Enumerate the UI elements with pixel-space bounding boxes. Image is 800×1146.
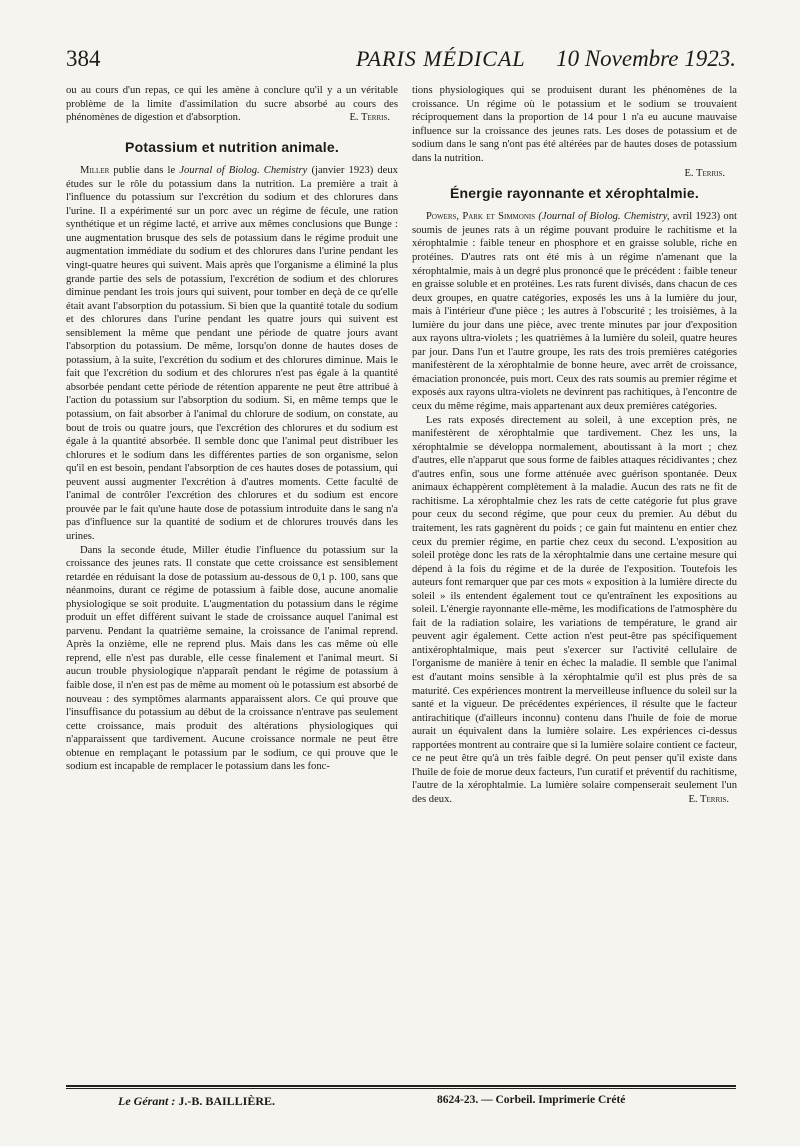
continued-text: tions physiologiques qui se produisent durant les phénomènes de la croissance. Un régime où le potassium et le sodium se trouvaient réciproquement dans la proportion de 14 pour 1 n'a eu aucune mauvaise influence sur la croissance des jeunes rats. Les doses de potassium et de sodium dans le sang n'ont pas été altérées par de hautes doses de potassium dans la nutrition. (412, 85, 737, 164)
publisher-credit (118, 1094, 275, 1109)
article-paragraph: Miller publie dans le Journal of Biolog. Chemistry (janvier 1923) deux études sur le rôle du potassium dans la nutrition. La première a trait à l'influence du potassium sur l'excrétion du sodium et des chlorures dans l'urine. Il a expérimenté sur un porc avec un régime de fécule, une ration synthétique et un régime lacté, et arrive aux mêmes conclusions que Bunge : une augmentation brusque des sels de potassium dans le régime produit une augmentation immédiate du sodium et des chlorures dans l'urine pendant les vingt-quatre heures qui suivent. Mais après que l'organisme a éliminé la plus grande partie des sels de potassium, l'excrétion de sodium et des chlorures diminue pendant les trois jours qui suivent, pour tomber en deçà de ce qu'elle était avant l'absorption du potassium. Si bien que la quantité totale du sodium et des chlorures dans l'urine pendant les quatre jours qui suivent est sensiblement la même que pendant une période de quatre jours avant l'absorption du potassium. De même, lorsqu'on donne de hautes doses de potassium, à la suite, l'excrétion du sodium et des chlorures diminue. Mais le fait que l'excrétion du sodium et des chlorures n'est pas égale à la quantité absorbée pendant cette période de rétention apparente ne peut être attribué à l'action du potassium sur l'absorption du sodium. Si, en même temps que le potassium, on fait absorber à l'animal du chlorure de sodium, on constate, au bout de trois ou quatre jours, que l'excrétion des chlorures et du sodium est égale à la quantité absorbée. Il semble donc que l'animal peut distribuer les chlorures et le sodium dans les différentes parties de son organisme, selon qu'il en est besoin, pendant l'absorption de ces hautes doses de potassium, qui peuvent aussi augmenter l'excrétion à d'autres moments. Cette faculté de l'animal de contrôler l'excrétion des chlorures et du sodium est encore prouvée par le fait qu'une haute dose de potassium introduite dans le sang n'a pas d'influence sur la quantité de sodium et de chlorures trouvés dans les urines. (66, 165, 398, 542)
journal-reference: Journal of Biolog. Chemistry (179, 165, 308, 177)
signature: E. Terris. (688, 793, 729, 805)
footer-rule-thin (66, 1088, 736, 1089)
page-header (66, 46, 736, 80)
signature: E. Terris. (684, 168, 725, 180)
article-title-xerophtalmie: Énergie rayonnante et xérophtalmie. (450, 184, 699, 201)
footer-rule (66, 1085, 736, 1087)
journal-title: PARIS MÉDICAL (356, 46, 526, 71)
article-paragraph: Powers, Park et Simmonis (Journal of Biolog. Chemistry, avril 1923) ont soumis de jeunes rats à un régime pouvant produire le rachitisme et la xérophtalmie : faible teneur en phosphore et en graisse soluble, riche en protéines. D'autres rats ont été mis à un régime n'amenant que la xérophtalmie, mais à un degré plus prononcé que le précédent : faible teneur en graisse soluble et en protéines. Les rats furent divisés, dans chacun de ces deux groupes, en quatre catégories, exposés les uns à la lumière du jour, mais à l'intérieur d'une pièce ; les autres à l'obscurité ; les troisièmes, à la lumière du jour dans une pièce, avec trente minutes par jour d'exposition aux rayons ultra-violets ; les quatrièmes à la lumière du soleil, quatre heures par jour. Dans l'un et l'autre groupe, les rats des trois premières catégories manifestèrent de la xérophtalmie de bonne heure, avec arrêt de croissance, émaciation prononcée, puis mort. Ceux des rats soumis au premier régime et exposés aux rayons ultra-violets ne devinrent pas rachitiques, à l'encontre de ceux du même régime, mais appartenant aux deux premières catégories. (412, 211, 737, 413)
signature: E. Terris. (349, 112, 390, 124)
right-column (412, 84, 737, 806)
article-paragraph: Dans la seconde étude, Miller étudie l'influence du potassium sur la croissance des jeunes rats. Il constate que cette croissance est sensiblement retardée en réduisant la dose de potassium au-dessous de 0,1 p. 100, sans que néanmoins, durant ce régime de potassium à faible dose, aucune anomalie physiologique se soit produite. L'augmentation du potassium dans le régime produit un effet différent suivant le stade de croissance auquel l'animal est parvenu. Pendant la quatrième semaine, la croissance de l'animal reprend. Après la onzième, elle ne reprend plus. Mais dans les cas même où elle reprend, elle n'est pas durable, elle cesse finalement et l'animal meurt. Si aucun trouble physiologique n'apparaît pendant le régime de potassium à faible dose, il n'en est pas de même au moment où le potassium est absorbé de nouveau : des symptômes alarmants apparaissent alors. Ce qui prouve que l'insuffisance du potassium au début de la croissance n'entrave pas seulement cette croissance, mais produit des altérations physiologiques qui n'apparaissent que tardivement. Aucune croissance normale ne peut être obtenue en remplaçant le potassium par le sodium, ce qui prouve que le sodium est incapable de remplacer le potassium dans les fonc- (66, 544, 398, 773)
journal-reference: (Journal of Biolog. Chemistry, (538, 211, 670, 223)
left-column (66, 84, 398, 774)
gerant-name: J.-B. BAILLIÈRE. (178, 1094, 276, 1108)
gerant-label: Le Gérant : (118, 1094, 176, 1108)
page-number: 384 (66, 46, 101, 71)
article-title-potassium: Potassium et nutrition animale. (125, 138, 339, 155)
author-names: Powers, Park et Simmonis (426, 211, 536, 223)
printer-credit: 8624-23. — Corbeil. Imprimerie Crété (437, 1094, 626, 1106)
continued-text: ou au cours d'un repas, ce qui les amène à conclure qu'il y a un véritable problème de la limite d'assimilation du sucre absorbé au cours des phénomènes de digestion et d'absorption. E. Terris. (66, 85, 398, 124)
issue-date: 10 Novembre 1923. (556, 46, 736, 71)
author-name: Miller (80, 165, 110, 177)
article-paragraph: Les rats exposés directement au soleil, à une exception près, ne manifestèrent de xérophtalmie que tardivement. Chez les uns, la xérophtalmie se développa normalement, aboutissant à la mort ; chez d'autres, elle n'apparut que sous forme de faibles attaques récidivantes ; chez d'autres enfin, sous une forme atténuée avec guérison spontanée. Deux animaux échappèrent complètement à la maladie. Aucun des rats ne fit de rachitisme. La xérophtalmie chez les rats de cette catégorie fut plus grave pour ceux du second régime, que pour ceux du premier. Au début du traitement, les rats gagnèrent du poids ; ce gain fut maintenu en entier chez ceux du premier régime, en partie chez ceux du second. L'exposition au soleil protège donc les rats de la xérophtalmie dans une certaine mesure qui dépend à la fois du régime et de la durée de l'exposition. Toutefois les auteurs font remarquer que par ces mots « exposition à la lumière directe du soleil » ils entendent également tout ce qu'entraînent les expositions au soleil. L'énergie rayonnante elle-même, les modifications de l'atmosphère du fait de la radiation solaire, les variations de température, le grand air peuvent agir également. Cette action n'est peut-être pas spécifiquement antixérophtalmique, mais peut s'exercer sur l'activité cellulaire de l'organisme de manière à tenir en échec la maladie. Il semble que l'animal est d'autant moins sensible à la xérophtalmie qu'il est plus près de sa maturité. Ces expériences montrent la merveilleuse influence du soleil sur la santé et la vigueur. De précédentes expériences, il résulte que le facteur antirachitique (d'ailleurs inconnu) contenu dans l'huile de foie de morue aurait un équivalent dans la lumière solaire. Les expériences ci-dessus rapportées montrent au contraire que si la lumière solaire contient ce facteur, ce ne peut être qu'à un très faible degré. On peut penser qu'il existe dans l'huile de foie de morue deux facteurs, l'un curatif et préventif du rachitisme, l'autre de la xérophtalmie. La lumière solaire compenserait seulement l'un des deux. E. Terris. (412, 414, 737, 805)
